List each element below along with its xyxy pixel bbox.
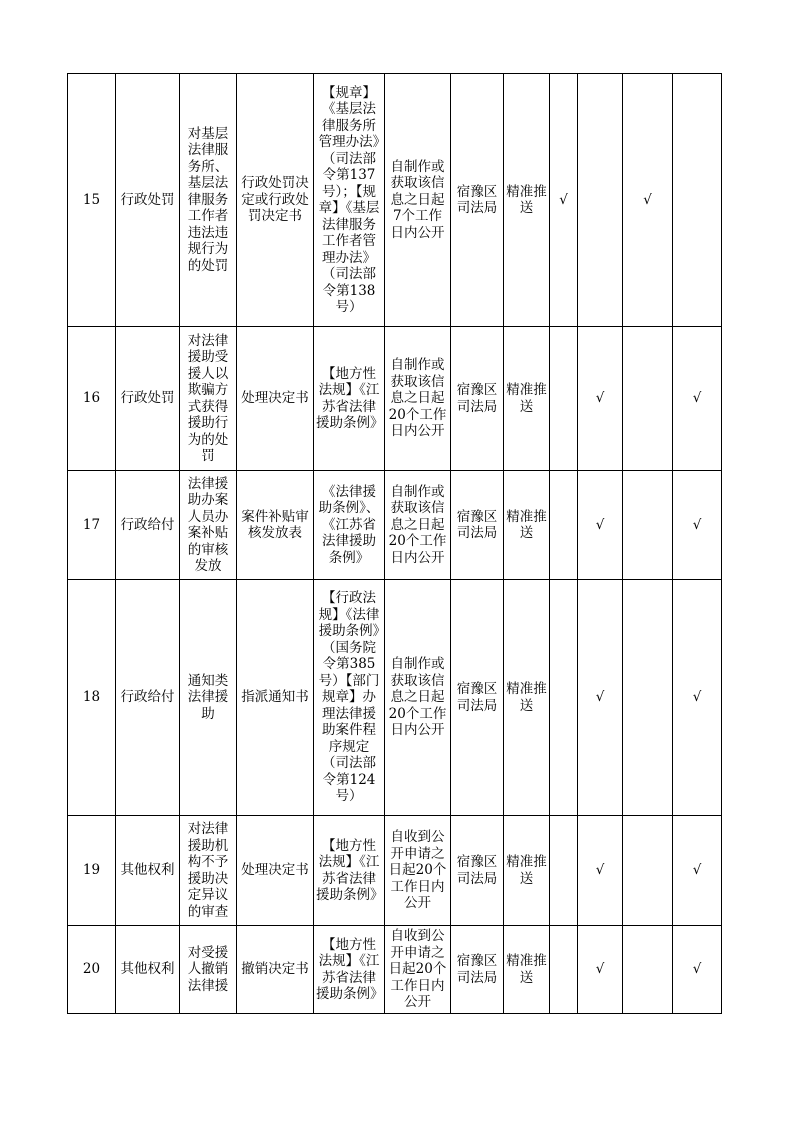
row-number-text: 16 <box>82 390 101 407</box>
basis-cell-text: 【地方性法规】《江苏省法律援助条例》 <box>316 936 384 1002</box>
deadline-cell <box>385 580 451 816</box>
table-row <box>68 580 722 816</box>
mark-col-2 <box>578 74 623 327</box>
category-cell-text: 其他权利 <box>120 862 175 879</box>
method-cell-text: 精准推送 <box>506 854 547 887</box>
deadline-cell-text: 自制作或获取该信息之日起20个工作日内公开 <box>388 357 447 440</box>
category-cell <box>116 816 180 926</box>
agency-cell <box>451 471 504 580</box>
deadline-cell-text: 自制作或获取该信息之日起7个工作日内公开 <box>390 158 445 241</box>
table-row <box>68 816 722 926</box>
agency-cell <box>451 926 504 1014</box>
deadline-cell <box>385 74 451 327</box>
agency-cell <box>451 816 504 926</box>
agency-cell-text: 宿豫区司法局 <box>456 183 498 216</box>
document-cell <box>237 327 314 471</box>
document-cell <box>237 816 314 926</box>
deadline-cell <box>385 926 451 1014</box>
mark-col-3 <box>623 816 673 926</box>
item-cell <box>180 74 237 327</box>
row-number <box>68 816 116 926</box>
document-cell-text: 撤销决定书 <box>241 961 309 978</box>
basis-cell-text: 《法律援助条例》、《江苏省法律援助条例》 <box>318 483 380 566</box>
checkmark: √ <box>692 390 702 407</box>
deadline-cell-text: 自收到公开申请之日起20个工作日内公开 <box>388 928 447 1011</box>
row-number <box>68 926 116 1014</box>
basis-cell-text: 【行政法规】《法律援助条例》（国务院令第385号）【部门规章】办理法律援助案件程序规定（司法部令第124号） <box>318 590 380 805</box>
basis-cell <box>314 74 385 327</box>
method-cell-text: 精准推送 <box>506 508 547 541</box>
category-cell-text: 行政处罚 <box>120 390 175 407</box>
checkmark: √ <box>559 191 568 208</box>
item-cell-text: 对法律援助机构不予援助决定异议的审查 <box>187 821 229 920</box>
document-cell <box>237 471 314 580</box>
method-cell <box>504 926 550 1014</box>
method-cell <box>504 74 550 327</box>
method-cell <box>504 327 550 471</box>
mark-col-4 <box>673 816 722 926</box>
mark-col-3 <box>623 74 673 327</box>
agency-cell-text: 宿豫区司法局 <box>456 854 498 887</box>
basis-cell <box>314 580 385 816</box>
agency-cell-text: 宿豫区司法局 <box>456 382 498 415</box>
table-row <box>68 926 722 1014</box>
row-number <box>68 580 116 816</box>
mark-col-1 <box>550 816 578 926</box>
disclosure-table <box>67 73 722 1014</box>
mark-col-4 <box>673 926 722 1014</box>
mark-col-4 <box>673 327 722 471</box>
method-cell-text: 精准推送 <box>506 382 547 415</box>
document-cell-text: 案件补贴审核发放表 <box>241 508 309 541</box>
item-cell-text: 对法律援助受援人以欺骗方式获得援助行为的处罚 <box>187 332 229 464</box>
category-cell-text: 其他权利 <box>120 961 175 978</box>
item-cell-text: 通知类法律援助 <box>187 672 229 722</box>
category-cell <box>116 471 180 580</box>
row-number-text: 15 <box>82 191 101 208</box>
item-cell-text: 对基层法律服务所、基层法律服务工作者违法违规行为的处罚 <box>187 125 229 274</box>
document-cell <box>237 926 314 1014</box>
document-cell <box>237 580 314 816</box>
mark-col-4 <box>673 471 722 580</box>
mark-col-4 <box>673 580 722 816</box>
checkmark: √ <box>595 689 605 706</box>
basis-cell <box>314 471 385 580</box>
document-cell-text: 行政处罚决定或行政处罚决定书 <box>241 175 309 225</box>
category-cell <box>116 926 180 1014</box>
row-number-text: 19 <box>82 862 101 879</box>
checkmark: √ <box>692 689 702 706</box>
mark-col-2 <box>578 926 623 1014</box>
basis-cell <box>314 816 385 926</box>
checkmark: √ <box>692 516 702 533</box>
deadline-cell-text: 自制作或获取该信息之日起20个工作日内公开 <box>388 656 447 739</box>
item-cell <box>180 471 237 580</box>
row-number <box>68 74 116 327</box>
mark-col-1 <box>550 471 578 580</box>
mark-col-3 <box>623 926 673 1014</box>
mark-col-3 <box>623 471 673 580</box>
mark-col-4 <box>673 74 722 327</box>
category-cell-text: 行政处罚 <box>120 191 175 208</box>
category-cell <box>116 74 180 327</box>
basis-cell-text: 【地方性法规】《江苏省法律援助条例》 <box>316 365 384 431</box>
category-cell-text: 行政给付 <box>120 689 175 706</box>
mark-col-2 <box>578 327 623 471</box>
agency-cell <box>451 327 504 471</box>
mark-col-1 <box>550 327 578 471</box>
basis-cell <box>314 926 385 1014</box>
method-cell-text: 精准推送 <box>506 183 547 216</box>
mark-col-1 <box>550 74 578 327</box>
agency-cell-text: 宿豫区司法局 <box>456 508 498 541</box>
method-cell <box>504 580 550 816</box>
deadline-cell-text: 自收到公开申请之日起20个工作日内公开 <box>388 829 447 912</box>
basis-cell <box>314 327 385 471</box>
item-cell-text: 对受援人撤销法律援 <box>187 944 229 994</box>
row-number <box>68 471 116 580</box>
item-cell <box>180 327 237 471</box>
document-cell-text: 处理决定书 <box>241 862 309 879</box>
table-row <box>68 74 722 327</box>
checkmark: √ <box>595 961 605 978</box>
category-cell <box>116 327 180 471</box>
document-cell <box>237 74 314 327</box>
mark-col-1 <box>550 926 578 1014</box>
category-cell <box>116 580 180 816</box>
basis-cell-text: 【规章】《基层法律服务所管理办法》（司法部令第137号）；【规章】《基层法律服务工作者管理办法》（司法部令第138号） <box>318 84 380 315</box>
agency-cell <box>451 74 504 327</box>
checkmark: √ <box>595 862 605 879</box>
deadline-cell <box>385 327 451 471</box>
method-cell-text: 精准推送 <box>506 681 547 714</box>
mark-col-1 <box>550 580 578 816</box>
mark-col-2 <box>578 580 623 816</box>
mark-col-2 <box>578 471 623 580</box>
checkmark: √ <box>692 862 702 879</box>
deadline-cell-text: 自制作或获取该信息之日起20个工作日内公开 <box>388 483 447 566</box>
mark-col-2 <box>578 816 623 926</box>
method-cell <box>504 471 550 580</box>
category-cell-text: 行政给付 <box>120 516 175 533</box>
checkmark: √ <box>595 516 605 533</box>
agency-cell <box>451 580 504 816</box>
item-cell-text: 法律援助办案人员办案补贴的审核发放 <box>187 475 229 574</box>
checkmark: √ <box>643 191 652 208</box>
agency-cell-text: 宿豫区司法局 <box>456 681 498 714</box>
method-cell-text: 精准推送 <box>506 953 547 986</box>
mark-col-3 <box>623 580 673 816</box>
row-number-text: 20 <box>82 961 101 978</box>
item-cell <box>180 580 237 816</box>
mark-col-3 <box>623 327 673 471</box>
document-cell-text: 处理决定书 <box>241 390 309 407</box>
item-cell <box>180 926 237 1014</box>
method-cell <box>504 816 550 926</box>
deadline-cell <box>385 471 451 580</box>
document-cell-text: 指派通知书 <box>241 689 309 706</box>
basis-cell-text: 【地方性法规】《江苏省法律援助条例》 <box>316 837 384 903</box>
checkmark: √ <box>692 961 702 978</box>
agency-cell-text: 宿豫区司法局 <box>456 953 498 986</box>
row-number <box>68 327 116 471</box>
deadline-cell <box>385 816 451 926</box>
checkmark: √ <box>595 390 605 407</box>
row-number-text: 18 <box>82 689 101 706</box>
item-cell <box>180 816 237 926</box>
table-row <box>68 471 722 580</box>
table-row <box>68 327 722 471</box>
row-number-text: 17 <box>82 516 101 533</box>
